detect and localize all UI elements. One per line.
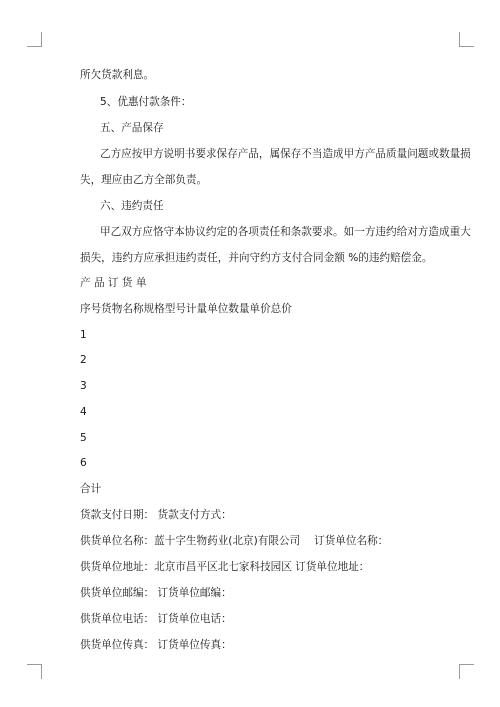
postcode-line: 供货单位邮编： 订货单位邮编：: [80, 587, 232, 599]
supplier-address-line: 供货单位地址：北京市昌平区北七家科技园区 订货单位地址：: [80, 561, 370, 573]
crop-mark-bottom-right: [459, 664, 474, 679]
order-row-number: 1: [80, 329, 87, 341]
heading-product-storage: 五、产品保存: [100, 122, 164, 134]
crop-mark-top-left: [27, 32, 42, 47]
paragraph-breach-line-2: 损失，违约方应承担违约责任，并向守约方支付合同金额 %的违约赔偿金。: [80, 252, 433, 264]
phone-line: 供货单位电话： 订货单位电话：: [80, 613, 232, 625]
order-table-header: 序号货物名称规格型号计量单位数量单价总价: [80, 303, 292, 315]
crop-mark-top-right: [459, 32, 474, 47]
paragraph-storage-line-1: 乙方应按甲方说明书要求保存产品，属保存不当造成甲方产品质量问题或数量损: [100, 148, 471, 160]
order-form-title: 产 品 订 货 单: [80, 277, 147, 289]
order-total-label: 合计: [80, 483, 102, 495]
text-line-interest: 所欠货款利息。: [80, 69, 155, 81]
order-row-number: 5: [80, 432, 87, 444]
fax-line: 供货单位传真： 订货单位传真：: [80, 639, 232, 651]
payment-date-method-line: 货款支付日期： 货款支付方式：: [80, 509, 232, 521]
supplier-name-line: 供货单位名称：蓝十字生物药业(北京)有限公司 订货单位名称：: [80, 535, 389, 547]
heading-breach-liability: 六、违约责任: [100, 200, 164, 212]
order-row-number: 2: [80, 354, 87, 366]
order-row-number: 4: [80, 406, 87, 418]
crop-mark-bottom-left: [27, 664, 42, 679]
paragraph-breach-line-1: 甲乙双方应恪守本协议约定的各项责任和条款要求。如一方违约给对方造成重大: [100, 226, 471, 238]
order-row-number: 3: [80, 380, 87, 392]
heading-discount-terms: 5、优惠付款条件：: [100, 96, 192, 108]
paragraph-storage-line-2: 失，理应由乙方全部负责。: [80, 174, 208, 186]
order-row-number: 6: [80, 457, 87, 469]
